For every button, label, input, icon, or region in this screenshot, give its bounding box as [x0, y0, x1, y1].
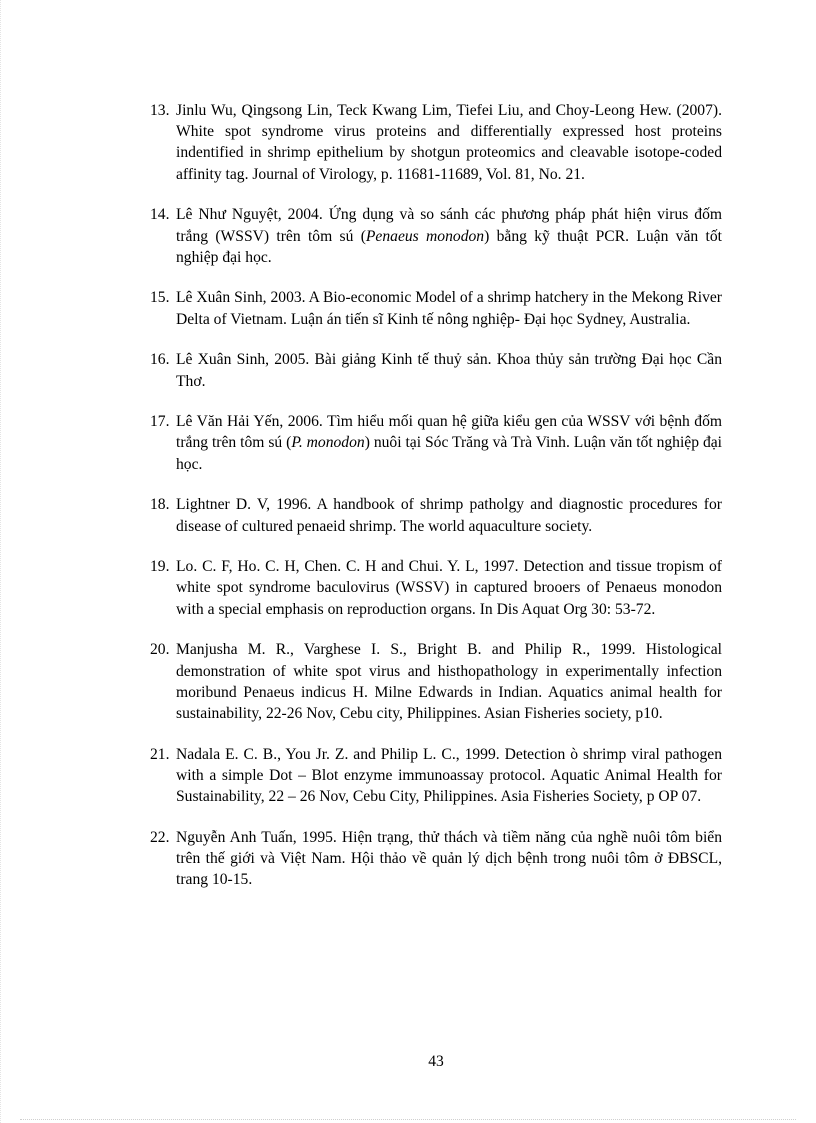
- reference-number: 20.: [150, 641, 170, 659]
- reference-text-segment: Lê Xuân Sinh, 2003. A Bio-economic Model of a shrimp hatchery in the Mekong River Delta of Vietnam. Luận án tiến sĩ Kinh tế nông nghiệp- Đại học Sydney, Australia.: [176, 289, 722, 328]
- reference-text: [176, 641, 722, 722]
- reference-text: [176, 829, 722, 888]
- reference-number: 19.: [150, 558, 170, 576]
- reference-text-segment: Nadala E. C. B., You Jr. Z. and Philip L. C., 1999. Detection ò shrimp viral pathogen with a simple Dot – Blot enzyme immunoassay protocol. Aquatic Animal Health for Sustainability, 22 – 26 Nov, Cebu City, Philippines. Asia Fisheries Society, p OP 07.: [176, 745, 722, 806]
- reference-text-segment: ) bằng kỹ thuật PCR. Luận văn tốt nghiệp đại học.: [176, 227, 722, 266]
- reference-number: 13.: [150, 102, 170, 119]
- reference-item: [150, 639, 722, 724]
- reference-number: 22.: [150, 828, 170, 846]
- reference-item: [150, 411, 722, 475]
- reference-text: [176, 206, 722, 265]
- reference-item: [150, 827, 722, 891]
- page-left-border: [0, 0, 1, 1123]
- reference-text-segment: Manjusha M. R., Varghese I. S., Bright B. and Philip R., 1999. Histological demonstration of white spot virus and histhopathology in experimentally infection moribund Penaeus indicus H. Milne Edwards in Indian. Aquatics animal health for sustainability, 22-26 Nov, Cebu city, Philippines. Asian Fisheries society, p10.: [176, 641, 722, 722]
- page-bottom-border: [20, 1119, 796, 1120]
- reference-item: [150, 100, 722, 185]
- species-name: P. monodon: [291, 434, 365, 452]
- reference-item: [150, 349, 722, 391]
- reference-text-segment: Lê Văn Hải Yến, 2006. Tìm hiểu mối quan hệ giữa kiểu gen của WSSV với bệnh đốm trắng trên tôm sú (: [176, 413, 722, 452]
- reference-text: [176, 746, 722, 805]
- reference-text: [176, 413, 722, 472]
- reference-list: [150, 100, 722, 910]
- reference-item: [150, 287, 722, 329]
- reference-text-segment: ) nuôi tại Sóc Trăng và Trà Vinh. Luận văn tốt nghiệp đại học.: [176, 434, 723, 473]
- reference-number: 17.: [150, 413, 170, 431]
- reference-text: [176, 496, 722, 534]
- reference-number: 14.: [150, 206, 170, 224]
- reference-text-segment: Lê Xuân Sinh, 2005. Bài giảng Kinh tế thuỷ sản. Khoa thủy sản trường Đại học Cần Thơ.: [176, 351, 722, 390]
- reference-text: [176, 102, 722, 183]
- reference-text: [176, 289, 722, 327]
- reference-number: 16.: [150, 351, 170, 369]
- reference-item: [150, 556, 722, 620]
- species-name: Penaeus monodon: [365, 227, 485, 245]
- reference-item: [150, 744, 722, 808]
- reference-number: 21.: [150, 745, 170, 763]
- reference-item: [150, 204, 722, 268]
- reference-text-segment: Jinlu Wu, Qingsong Lin, Teck Kwang Lim, Tiefei Liu, and Choy-Leong Hew. (2007). White spot syndrome virus proteins and differentially expressed host proteins indentified in shrimp epithelium by shotgun proteomics and cleavable isotope-coded affinity tag. Journal of Virology, p. 11681-11689, Vol. 81, No. 21.: [176, 102, 722, 183]
- reference-text: [176, 351, 722, 389]
- reference-text-segment: Lightner D. V, 1996. A handbook of shrimp patholgy and diagnostic procedures for disease of cultured penaeid shrimp. The world aquaculture society.: [176, 496, 722, 535]
- reference-item: [150, 494, 722, 536]
- reference-text: [176, 558, 722, 617]
- page-number: 43: [428, 1053, 444, 1070]
- reference-text-segment: Lê Như Nguyệt, 2004. Ứng dụng và so sánh các phương pháp phát hiện virus đốm trắng (WSSV) trên tôm sú (: [176, 206, 722, 245]
- reference-number: 15.: [150, 289, 170, 307]
- reference-number: 18.: [150, 496, 170, 514]
- reference-text-segment: Lo. C. F, Ho. C. H, Chen. C. H and Chui. Y. L, 1997. Detection and tissue tropism of white spot syndrome baculovirus (WSSV) in captured brooers of Penaeus monodon with a special emphasis on reproduction organs. In Dis Aquat Org 30: 53-72.: [176, 558, 722, 618]
- reference-text-segment: Nguyễn Anh Tuấn, 1995. Hiện trạng, thử thách và tiềm năng của nghề nuôi tôm biển trên thế giới và Việt Nam. Hội thảo về quản lý dịch bệnh trong nuôi tôm ở ĐBSCL, trang 10-15.: [176, 828, 722, 889]
